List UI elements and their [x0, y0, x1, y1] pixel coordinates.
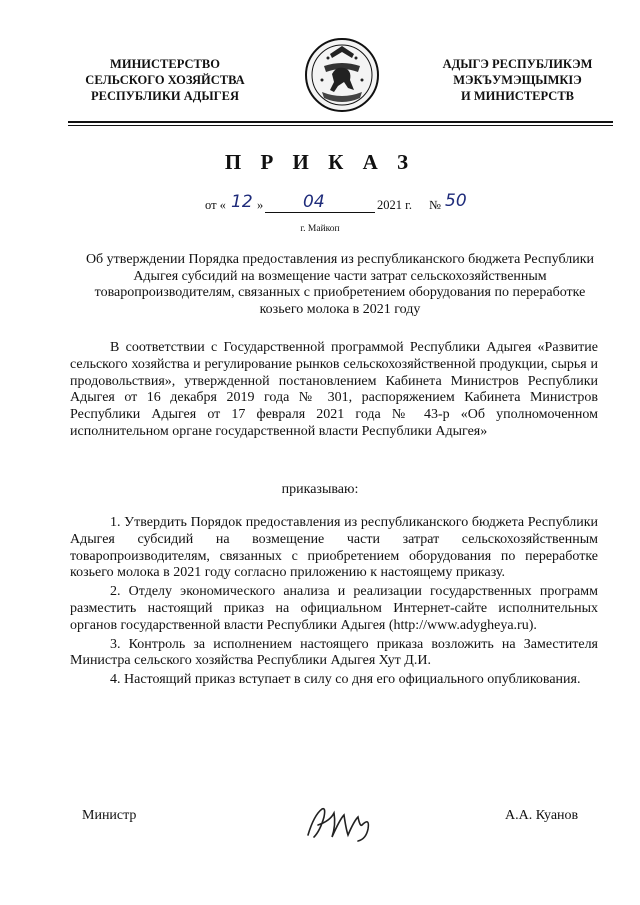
order-item: 1. Утвердить Порядок предоставления из республиканского бюджета Республики Адыгея субсидий на возмещение части затрат сельскохозяйственным товаропроизводителям, связанных с приобретением оборудования по переработке козьего молока в 2021 году согласно приложению к настоящему приказу. [70, 515, 598, 581]
header-divider-thick [68, 121, 613, 123]
ministry-name-adyghe [430, 56, 605, 104]
order-item: 2. Отделу экономического анализа и реализации государственных программ разместить настоящий приказ на официальном Интернет-сайте исполнительных органов государственной власти Республики Адыгея (http://www.adygheya.ru). [70, 584, 598, 633]
header-divider-thin [68, 125, 613, 126]
order-item: 3. Контроль за исполнением настоящего приказа возложить на Заместителя Министра сельского хозяйства Республики Адыгея Хут Д.И. [70, 636, 598, 669]
date-year: 2021 г. [377, 198, 412, 212]
preamble: В соответствии с Государственной программой Республики Адыгея «Развитие сельского хозяйства и регулирование рынков сельскохозяйственной продукции, сырья и продовольствия», утвержденной постановлением Кабинета Министров Республики Адыгея от 16 декабря 2019 года № 301, распоряжением Кабинета Министров Республики Адыгея от 17 февраля 2021 года № 43-р «Об уполномоченном исполнительном органе государственной власти Республики Адыгея» [70, 340, 598, 439]
order-subject: Об утверждении Порядка предоставления из республиканского бюджета Республики Адыгея субсидий на возмещение части затрат сельскохозяйственным товаропроизводителям, связанных с приобретением оборудования по переработке козьего молока в 2021 году [85, 252, 595, 317]
signature-icon [300, 795, 390, 845]
ministry-line-2: СЕЛЬСКОГО ХОЗЯЙСТВА [85, 73, 245, 87]
date-month: 04 [303, 192, 325, 212]
date-day-close: » [257, 198, 264, 212]
date-prefix: от « [205, 198, 226, 212]
ministry-adyghe-line-3: И МИНИСТЕРСТВ [460, 89, 574, 103]
ministry-line-3: РЕСПУБЛИКИ АДЫГЕЯ [90, 89, 240, 103]
order-number: 50 [445, 191, 467, 211]
ministry-adyghe-line-1: АДЫГЭ РЕСПУБЛИКЭМ [442, 57, 593, 71]
order-word: приказываю: [281, 482, 359, 497]
signatory-role: Министр [82, 808, 137, 823]
coat-of-arms-icon [302, 36, 382, 114]
ministry-line-1: МИНИСТЕРСТВО [110, 57, 220, 71]
document-title: П Р И К А З [224, 150, 416, 174]
date-day: 12 [231, 192, 253, 212]
order-items [70, 515, 598, 691]
order-number-label: № [429, 198, 441, 212]
date-line [205, 191, 485, 216]
month-underline [265, 212, 375, 213]
order-item: 4. Настоящий приказ вступает в силу со дня его официального опубликования. [110, 672, 581, 688]
ministry-name-russian [70, 56, 260, 104]
ministry-adyghe-line-2: МЭКЪУМЭЩЫМКIЭ [453, 73, 582, 87]
signatory-name: А.А. Куанов [505, 808, 579, 823]
city: г. Майкоп [300, 224, 340, 234]
